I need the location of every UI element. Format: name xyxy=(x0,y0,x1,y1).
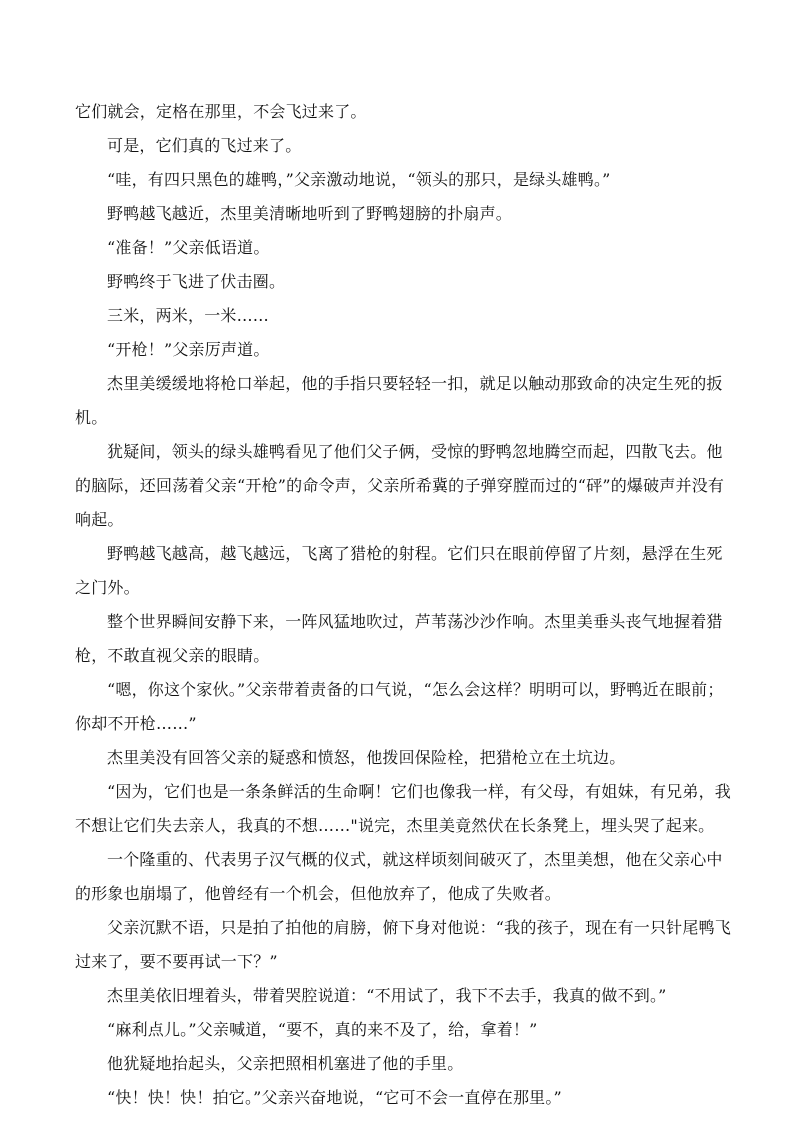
paragraph-4: 野鸭越飞越近，杰里美清晰地听到了野鸭翅膀的扑扇声。 xyxy=(107,204,513,223)
paragraph-13: “嗯，你这个家伙。”父亲带着责备的口气说，“怎么会这样？明明可以，野鸭近在眼前；你却不开枪……” xyxy=(75,680,724,733)
paragraph-2: 可是，它们真的飞过来了。 xyxy=(107,136,302,155)
paragraph-21: “快！快！快！拍它。”父亲兴奋地说，“它可不会一直停在那里。” xyxy=(107,1088,562,1107)
paragraph-17: 父亲沉默不语，只是拍了拍他的肩膀，俯下身对他说：“我的孩子，现在有一只针尾鸭飞过来了，要不要再试一下？” xyxy=(75,918,731,971)
paragraph-14: 杰里美没有回答父亲的疑惑和愤怒，他拨回保险栓，把猎枪立在土坑边。 xyxy=(107,748,626,767)
paragraph-7: 三米，两米，一米…… xyxy=(107,306,270,325)
paragraph-3: “哇，有四只黑色的雄鸭，”父亲激动地说，“领头的那只，是绿头雄鸭。” xyxy=(107,170,611,189)
paragraph-5: “准备！”父亲低语道。 xyxy=(107,238,270,257)
paragraph-16: 一个隆重的、代表男子汉气概的仪式，就这样顷刻间破灭了，杰里美想，他在父亲心中的形象也崩塌了，他曾经有一个机会，但他放弃了，他成了失败者。 xyxy=(75,850,723,903)
paragraph-6: 野鸭终于飞进了伏击圈。 xyxy=(107,272,286,291)
paragraph-19: “麻利点儿。”父亲喊道，“要不，真的来不及了，给，拿着！” xyxy=(107,1020,538,1039)
paragraph-15: “因为，它们也是一条条鲜活的生命啊！它们也像我一样，有父母，有姐妹，有兄弟，我不想让它们失去亲人，我真的不想……"说完，杰里美竟然伏在长条凳上，埋头哭了起来。 xyxy=(75,782,731,835)
paragraph-8: “开枪！”父亲厉声道。 xyxy=(107,340,270,359)
paragraph-20: 他犹疑地抬起头，父亲把照相机塞进了他的手里。 xyxy=(107,1054,464,1073)
paragraph-1: 它们就会，定格在那里，不会飞过来了。 xyxy=(75,102,367,121)
story-text xyxy=(75,95,735,1115)
paragraph-12: 整个世界瞬间安静下来，一阵风猛地吹过，芦苇荡沙沙作响。杰里美垂头丧气地握着猎枪，不敢直视父亲的眼睛。 xyxy=(75,612,723,665)
paragraph-18: 杰里美依旧埋着头，带着哭腔说道：“不用试了，我下不去手，我真的做不到。” xyxy=(107,986,667,1005)
paragraph-11: 野鸭越飞越高，越飞越远，飞离了猎枪的射程。它们只在眼前停留了片刻，悬浮在生死之门外。 xyxy=(75,544,723,597)
paragraph-9: 杰里美缓缓地将枪口举起，他的手指只要轻轻一扣，就足以触动那致命的决定生死的扳机。 xyxy=(75,374,723,427)
paragraph-10: 犹疑间，领头的绿头雄鸭看见了他们父子俩，受惊的野鸭忽地腾空而起，四散飞去。他的脑际，还回荡着父亲“开枪”的命令声，父亲所希冀的子弹穿膛而过的“砰”的爆破声并没有响起。 xyxy=(75,442,725,529)
